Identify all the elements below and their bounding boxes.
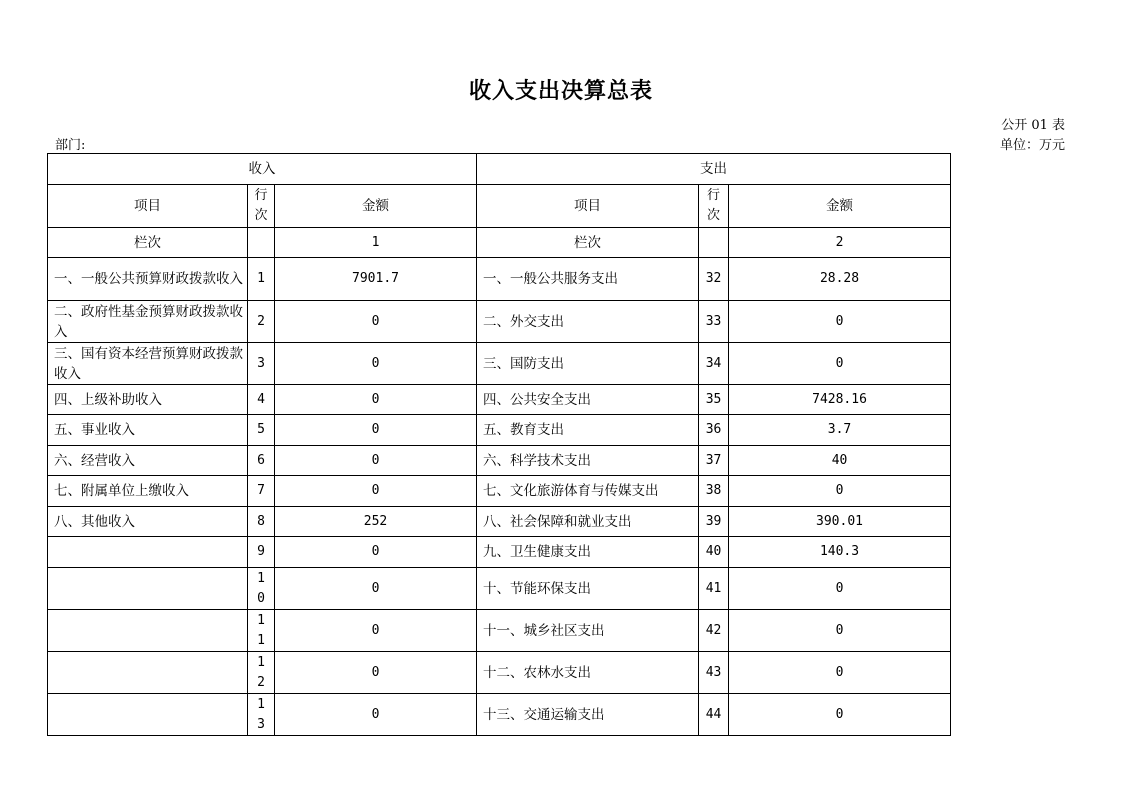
expense-item-cell: 七、文化旅游体育与传媒支出 [477,476,699,507]
income-amount-cell: 0 [275,610,477,652]
expense-line-cell: 39 [699,507,729,537]
table-row [48,476,951,507]
expense-item-cell: 一、一般公共服务支出 [477,258,699,301]
income-line-cell: 10 [248,568,275,610]
expense-amount-cell: 0 [729,568,951,610]
expense-line-cell: 37 [699,446,729,476]
income-amount-cell: 0 [275,476,477,507]
income-amount-header: 金额 [275,185,477,228]
income-item-cell: 二、政府性基金预算财政拨款收入 [48,301,248,343]
income-item-cell [48,652,248,694]
income-item-cell [48,694,248,736]
income-amount-cell: 0 [275,537,477,568]
income-line-cell: 5 [248,415,275,446]
expense-line-cell: 40 [699,537,729,568]
income-line-cell: 13 [248,694,275,736]
expense-line-cell: 32 [699,258,729,301]
expense-line-cell: 34 [699,343,729,385]
expense-col-number: 2 [729,228,951,258]
income-expense-table [47,153,951,736]
expense-amount-cell: 0 [729,610,951,652]
income-amount-cell: 0 [275,415,477,446]
income-item-cell [48,610,248,652]
expense-amount-cell: 28.28 [729,258,951,301]
income-line-cell: 4 [248,385,275,415]
expense-amount-cell: 0 [729,301,951,343]
department-label: 部门: [55,138,86,153]
expense-item-cell: 四、公共安全支出 [477,385,699,415]
table-row [48,507,951,537]
expense-line-cell: 42 [699,610,729,652]
income-item-cell [48,568,248,610]
expense-line-cell: 36 [699,415,729,446]
expense-item-cell: 十、节能环保支出 [477,568,699,610]
table-row [48,385,951,415]
income-item-header: 项目 [48,185,248,228]
income-line-cell: 1 [248,258,275,301]
table-row [48,343,951,385]
income-item-cell: 五、事业收入 [48,415,248,446]
income-item-cell: 三、国有资本经营预算财政拨款收入 [48,343,248,385]
expense-amount-cell: 0 [729,652,951,694]
table-row [48,610,951,652]
income-amount-cell: 0 [275,446,477,476]
expense-item-cell: 三、国防支出 [477,343,699,385]
income-amount-cell: 0 [275,694,477,736]
income-header: 收入 [48,154,477,185]
income-item-cell: 四、上级补助收入 [48,385,248,415]
income-col-number: 1 [275,228,477,258]
expense-item-cell: 五、教育支出 [477,415,699,446]
expense-line-cell: 44 [699,694,729,736]
income-amount-cell: 7901.7 [275,258,477,301]
income-line-cell: 8 [248,507,275,537]
expense-item-header: 项目 [477,185,699,228]
income-item-cell: 七、附属单位上缴收入 [48,476,248,507]
expense-amount-cell: 390.01 [729,507,951,537]
income-amount-cell: 0 [275,385,477,415]
income-amount-cell: 0 [275,568,477,610]
expense-line-header: 行次 [699,185,729,228]
table-row [48,446,951,476]
table-row [48,258,951,301]
expense-line-cell: 38 [699,476,729,507]
table-row [48,301,951,343]
expense-item-cell: 十二、农林水支出 [477,652,699,694]
page-title: 收入支出决算总表 [468,78,653,104]
expense-line-cell: 35 [699,385,729,415]
expense-line-cell: 41 [699,568,729,610]
expense-amount-cell: 140.3 [729,537,951,568]
expense-item-cell: 八、社会保障和就业支出 [477,507,699,537]
expense-item-cell: 十三、交通运输支出 [477,694,699,736]
expense-amount-cell: 0 [729,343,951,385]
income-amount-cell: 0 [275,301,477,343]
expense-header: 支出 [477,154,951,185]
income-item-cell: 六、经营收入 [48,446,248,476]
expense-amount-header: 金额 [729,185,951,228]
expense-amount-cell: 0 [729,694,951,736]
income-line-cell: 7 [248,476,275,507]
income-item-cell [48,537,248,568]
income-line-cell: 12 [248,652,275,694]
expense-amount-cell: 3.7 [729,415,951,446]
income-item-cell: 八、其他收入 [48,507,248,537]
expense-rank-label: 栏次 [477,228,699,258]
income-amount-cell: 0 [275,343,477,385]
table-row [48,568,951,610]
expense-rank-line-empty [699,228,729,258]
expense-item-cell: 六、科学技术支出 [477,446,699,476]
income-line-header: 行次 [248,185,275,228]
expense-line-cell: 33 [699,301,729,343]
expense-amount-cell: 40 [729,446,951,476]
unit-label: 单位：万元 [999,138,1065,153]
income-line-cell: 11 [248,610,275,652]
table-row [48,652,951,694]
income-rank-label: 栏次 [48,228,248,258]
income-item-cell: 一、一般公共预算财政拨款收入 [48,258,248,301]
form-code: 公开 01 表 [1001,118,1065,133]
expense-item-cell: 二、外交支出 [477,301,699,343]
income-line-cell: 3 [248,343,275,385]
income-amount-cell: 252 [275,507,477,537]
income-line-cell: 2 [248,301,275,343]
income-line-cell: 9 [248,537,275,568]
expense-amount-cell: 7428.16 [729,385,951,415]
expense-item-cell: 九、卫生健康支出 [477,537,699,568]
table-row [48,415,951,446]
table-row [48,537,951,568]
income-line-cell: 6 [248,446,275,476]
table-row [48,694,951,736]
expense-line-cell: 43 [699,652,729,694]
income-rank-line-empty [248,228,275,258]
expense-item-cell: 十一、城乡社区支出 [477,610,699,652]
income-amount-cell: 0 [275,652,477,694]
expense-amount-cell: 0 [729,476,951,507]
